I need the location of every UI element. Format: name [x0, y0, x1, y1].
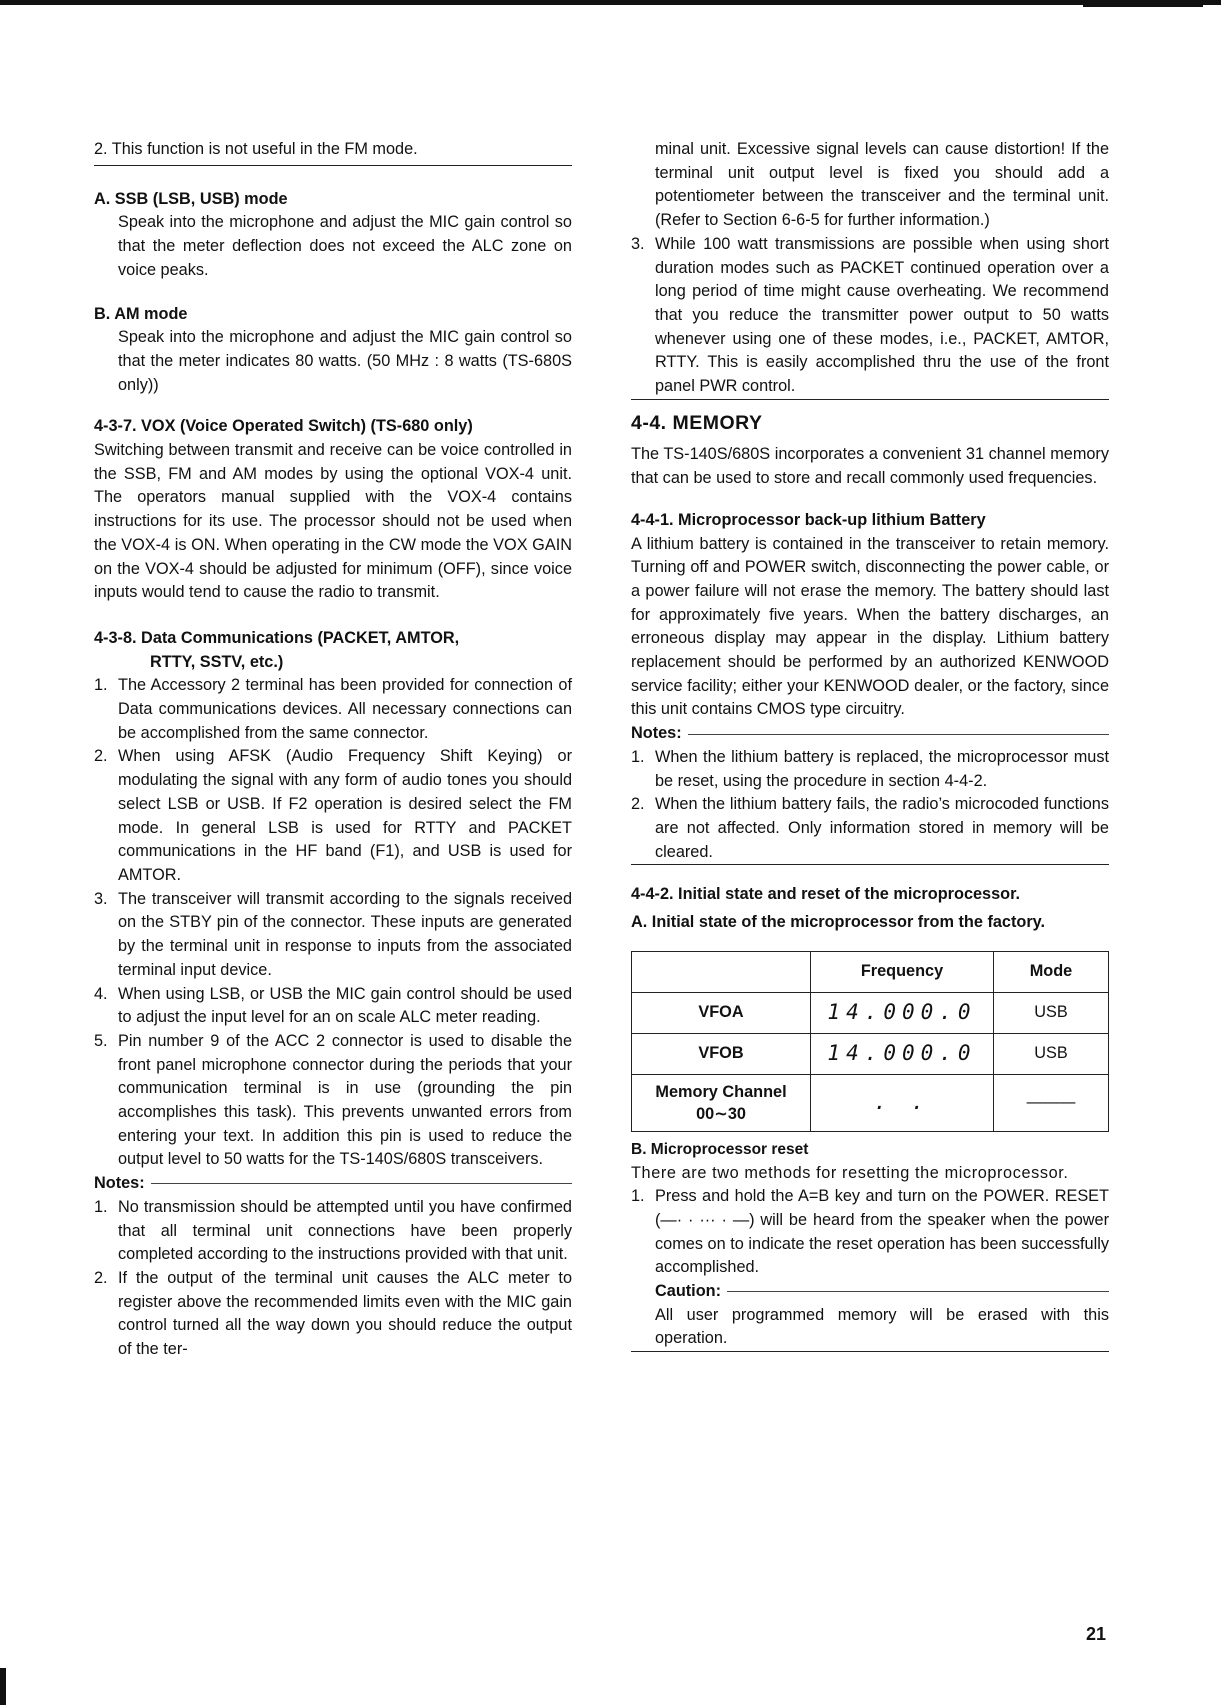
table-cell-frequency: 14.000.0	[811, 992, 994, 1033]
table-cell-frequency: . .	[811, 1074, 994, 1131]
battery-section-title: 4-4-1. Microprocessor back-up lithium Battery	[631, 510, 986, 529]
list-item	[94, 983, 572, 1030]
left-column	[94, 138, 572, 1362]
note-item	[94, 1267, 572, 1362]
note-number: 2.	[94, 1268, 108, 1287]
battery-section-text: A lithium battery is contained in the transceiver to retain memory. Turning off and POWER switch, disconnecting the power cable, or a power failure will not erase the memory. The battery should last for approximately five years. When the battery discharges, an erroneous display may appear in the display. Lithium battery replacement should be performed by an authorized KENWOOD service facility; either your KENWOOD dealer, or the factory, since this unit contains CMOS type circuitry.	[631, 534, 1109, 719]
note-text: When the lithium battery is replaced, the microprocessor must be reset, using the procedure in section 4-4-2.	[655, 747, 1109, 790]
list-text: When using AFSK (Audio Frequency Shift Keying) or modulating the signal with any form of audio tones you should select LSB or USB. If F2 operation is desired select the FM mode. In general LSB is used for RTTY and PACKET communications in the HF band (F1), and USB is used for AMTOR.	[118, 747, 572, 884]
list-item	[631, 1185, 1109, 1280]
reset-title: B. Microprocessor reset	[631, 1140, 809, 1158]
top-border-bar	[0, 0, 1221, 5]
list-item	[94, 888, 572, 983]
list-text: When using LSB, or USB the MIC gain control should be used to adjust the input level for an on scale ALC meter reading.	[118, 984, 572, 1027]
top-note: 2. This function is not useful in the FM mode.	[94, 138, 572, 166]
note-text: No transmission should be attempted until you have confirmed that all terminal unit connections have been properly completed according to the instructions provided with that unit.	[118, 1197, 572, 1264]
initial-state-title: 4-4-2. Initial state and reset of the microprocessor.	[631, 885, 1021, 904]
caution-label: Caution:	[655, 1282, 722, 1301]
list-text: The transceiver will transmit according to the signals received on the STBY pin of the connector. These inputs are generated by the terminal unit in response to inputs from the associated terminal input device.	[118, 889, 572, 979]
note-text: While 100 watt transmissions are possible when using short duration modes such as PACKET continued operation over a long period of time might cause overheating. We recommend that you reduce the transmitter power output to 50 watts whenever using one of these modes, i.e., PACKET, AMTOR, RTTY. This is easily accomplished thru the use of the front panel PWR control.	[655, 234, 1109, 396]
memory-section-title: 4-4. MEMORY	[631, 411, 763, 434]
list-number: 3.	[94, 889, 108, 908]
table-cell-mode: ———	[994, 1074, 1109, 1131]
note-text: If the output of the terminal unit causes the ALC meter to register above the recommended limits even with the MIC gain control turned all the way down you should reduce the output of the ter-	[118, 1268, 572, 1359]
table-header-row	[632, 951, 1109, 992]
caution-heading	[631, 1280, 1109, 1304]
reset-intro: There are two methods for resetting the microprocessor.	[631, 1163, 1069, 1182]
note-item	[94, 1196, 572, 1267]
notes-label: Notes:	[94, 1174, 145, 1193]
vox-section-text: Switching between transmit and receive can be voice controlled in the SSB, FM and AM modes by using the optional VOX-4 unit. The operators manual supplied with the VOX-4 contains instructions for its use. The processor should not be used when the VOX-4 is ON. When operating in the CW mode the VOX GAIN on the VOX-4 should be adjusted for minimum (OFF), since voice inputs would tend to cause the radio to transmit.	[94, 441, 572, 602]
list-text: The Accessory 2 terminal has been provided for connection of Data communications devices. All necessary connections can be accomplished from the same connector.	[118, 676, 572, 742]
table-header-cell: Frequency	[811, 951, 994, 992]
ssb-mode-text: Speak into the microphone and adjust the MIC gain control so that the meter deflection does not exceed the ALC zone on voice peaks.	[118, 213, 572, 279]
table-cell-name: VFOA	[632, 992, 811, 1033]
binding-mark	[0, 1668, 6, 1705]
table-row	[632, 1074, 1109, 1131]
memory-channel-label: Memory Channel	[655, 1082, 787, 1101]
caution-rule	[727, 1291, 1109, 1292]
caution-text: All user programmed memory will be erased with this operation.	[631, 1304, 1109, 1352]
table-header-cell	[632, 951, 811, 992]
list-item	[94, 745, 572, 887]
table-row	[632, 992, 1109, 1033]
table-cell-name: VFOB	[632, 1033, 811, 1074]
list-number: 1.	[94, 676, 108, 695]
memory-channel-range: 00∼30	[696, 1104, 746, 1123]
data-comm-title: 4-3-8. Data Communications (PACKET, AMTOR,	[94, 628, 460, 647]
initial-state-subtitle: A. Initial state of the microprocessor from the factory.	[631, 913, 1046, 932]
notes-heading	[94, 1172, 572, 1196]
memory-section-text: The TS-140S/680S incorporates a convenient 31 channel memory that can be used to store and recall commonly used frequencies.	[631, 445, 1109, 488]
am-mode-text: Speak into the microphone and adjust the MIC gain control so that the meter indicates 80 watts. (50 MHz : 8 watts (TS-680S only))	[118, 328, 572, 394]
list-number: 4.	[94, 984, 108, 1003]
list-item	[94, 1030, 572, 1172]
note-item	[631, 793, 1109, 865]
notes-label: Notes:	[631, 724, 682, 743]
note-item	[631, 233, 1109, 400]
list-text: Pin number 9 of the ACC 2 connector is used to disable the front panel microphone connector during the periods that your communication terminal is in use (grounding the pin accomplishes this task). This prevents unwanted errors from entering your text. In addition this pin is used to reduce the output level to 50 watts for the TS-140S/680S transceivers.	[118, 1031, 572, 1169]
am-mode-title: B. AM mode	[94, 304, 188, 323]
list-number: 2.	[94, 747, 108, 766]
ssb-mode-title: A. SSB (LSB, USB) mode	[94, 189, 288, 208]
note-number: 1.	[94, 1197, 108, 1216]
notes-rule	[688, 734, 1109, 735]
data-comm-title-line2: RTTY, SSTV, etc.)	[150, 652, 284, 671]
table-cell-mode: USB	[994, 1033, 1109, 1074]
continued-text: minal unit. Excessive signal levels can cause distortion! If the terminal unit output level is fixed you should add a potentiometer between the transceiver and the terminal unit. (Refer to Section 6-6-5 for further information.)	[655, 140, 1109, 230]
table-cell-frequency: 14.000.0	[811, 1033, 994, 1074]
note-number: 2.	[631, 795, 645, 814]
page-number: 21	[1086, 1624, 1107, 1644]
table-row	[632, 1033, 1109, 1074]
notes-heading	[631, 722, 1109, 746]
list-number: 1.	[631, 1187, 645, 1206]
note-text: When the lithium battery fails, the radio’s microcoded functions are not affected. Only information stored in memory will be cleared.	[655, 795, 1109, 861]
note-number: 3.	[631, 234, 645, 253]
notes-rule	[151, 1183, 572, 1184]
note-item	[631, 746, 1109, 793]
note-number: 1.	[631, 747, 645, 766]
right-column	[631, 138, 1109, 1352]
table-header-cell: Mode	[994, 951, 1109, 992]
list-number: 5.	[94, 1031, 108, 1050]
vox-section-title: 4-3-7. VOX (Voice Operated Switch) (TS-680 only)	[94, 417, 473, 436]
top-border-tail	[1083, 4, 1203, 7]
list-text: Press and hold the A=B key and turn on the POWER. RESET (—· · ··· · —) will be heard from the speaker when the power comes on to indicate the reset operation has been successfully accomplished.	[655, 1187, 1109, 1277]
initial-state-table	[631, 951, 1109, 1132]
list-item	[94, 674, 572, 745]
table-cell-mode: USB	[994, 992, 1109, 1033]
table-cell-name	[632, 1074, 811, 1131]
